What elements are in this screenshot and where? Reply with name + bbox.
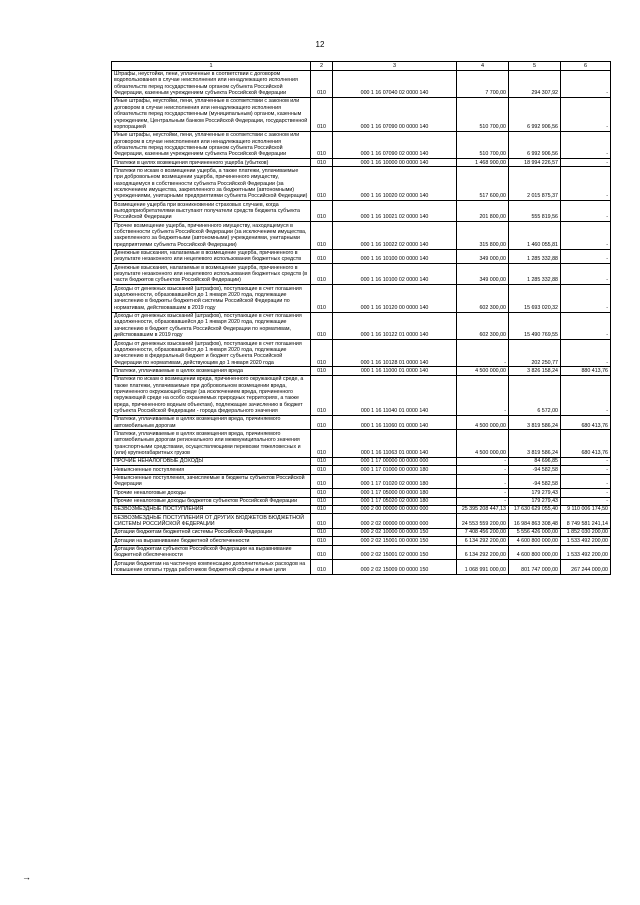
table-row — [112, 167, 611, 201]
row-budget-classification-code: 000 1 16 11060 01 0000 140 — [333, 415, 457, 430]
row-approved-amount: - — [457, 497, 509, 505]
table-row — [112, 285, 611, 312]
row-approved-amount: 6 134 292 200,00 — [457, 537, 509, 545]
table-row — [112, 312, 611, 339]
row-executed-amount: 3 826 158,24 — [509, 367, 561, 375]
row-name: Штрафы, неустойки, пени, уплаченные в соответствии с договором водопользования в случае неисполнения или ненадлежащего исполнения обязательств перед государственным органом субъекта Российской Федерации, казенным учреждением субъекта Российской Федерации — [112, 70, 311, 97]
row-unexecuted-amount: - — [561, 167, 611, 201]
row-code: 010 — [311, 159, 333, 167]
row-executed-amount: 1 285 332,88 — [509, 264, 561, 285]
row-code: 010 — [311, 70, 333, 97]
row-code: 010 — [311, 249, 333, 264]
row-budget-classification-code: 000 2 02 15001 00 0000 150 — [333, 537, 457, 545]
row-name: Иные штрафы, неустойки, пени, уплаченные в соответствии с законом или договором в случае неисполнения или ненадлежащего исполнения обязательств перед государственным органом субъекта Российской Федерации, казенным учреждением субъекта Российской Федерации — [112, 131, 311, 158]
row-approved-amount: - — [457, 375, 509, 415]
row-unexecuted-amount: - — [561, 70, 611, 97]
row-code: 010 — [311, 466, 333, 474]
row-budget-classification-code: 000 2 02 15009 00 0000 150 — [333, 560, 457, 575]
table-row — [112, 264, 611, 285]
row-code: 010 — [311, 131, 333, 158]
row-budget-classification-code: 000 1 17 05020 02 0000 180 — [333, 497, 457, 505]
table-row — [112, 489, 611, 497]
row-unexecuted-amount: - — [561, 201, 611, 222]
row-budget-classification-code: 000 1 17 01000 00 0000 180 — [333, 466, 457, 474]
row-approved-amount: 25 395 208 447,13 — [457, 505, 509, 513]
row-unexecuted-amount: 880 413,76 — [561, 367, 611, 375]
row-name: Дотации бюджетам субъектов Российской Федерации на выравнивание бюджетной обеспеченности — [112, 545, 311, 560]
table-row — [112, 415, 611, 430]
row-executed-amount: 179 279,43 — [509, 497, 561, 505]
row-approved-amount: 349 000,00 — [457, 249, 509, 264]
row-name: Платежи в целях возмещения причиненного ущерба (убытков) — [112, 159, 311, 167]
table-row — [112, 97, 611, 131]
row-approved-amount: - — [457, 489, 509, 497]
row-budget-classification-code: 000 1 16 07090 02 0000 140 — [333, 131, 457, 158]
row-executed-amount: 15 490 769,55 — [509, 312, 561, 339]
row-budget-classification-code: 000 1 17 00000 00 0000 000 — [333, 457, 457, 465]
row-budget-classification-code: 000 1 16 10020 02 0000 140 — [333, 167, 457, 201]
row-unexecuted-amount: 9 110 006 174,50 — [561, 505, 611, 513]
row-executed-amount: 202 250,77 — [509, 340, 561, 367]
table-row — [112, 375, 611, 415]
row-unexecuted-amount: - — [561, 375, 611, 415]
row-budget-classification-code: 000 1 16 07090 00 0000 140 — [333, 97, 457, 131]
row-executed-amount: 16 984 863 308,48 — [509, 514, 561, 529]
row-executed-amount: 1 460 055,81 — [509, 222, 561, 249]
row-unexecuted-amount: 680 413,76 — [561, 415, 611, 430]
table-row — [112, 514, 611, 529]
row-name: Денежные взыскания, налагаемые в возмещение ущерба, причиненного в результате незаконного или нецелевого использования бюджетных средств (в части бюджетов субъектов Российской Федерации) — [112, 264, 311, 285]
table-row — [112, 222, 611, 249]
row-name: Платежи по искам о возмещении ущерба, а также платежи, уплачиваемые при добровольном возмещении ущерба, причиненного имуществу, находящемуся в собственности субъекта Российской Федерации (за исключением имущества, закрепленного за бюджетными (автономными) учреждениями, унитарными предприятиями субъекта Российской Федерации) — [112, 167, 311, 201]
row-executed-amount: 84 696,85 — [509, 457, 561, 465]
row-approved-amount: 7 408 456 200,00 — [457, 528, 509, 536]
row-budget-classification-code: 000 1 17 05000 00 0000 180 — [333, 489, 457, 497]
row-code: 010 — [311, 505, 333, 513]
row-unexecuted-amount: - — [561, 497, 611, 505]
row-approved-amount: 1 468 900,00 — [457, 159, 509, 167]
row-name: БЕЗВОЗМЕЗДНЫЕ ПОСТУПЛЕНИЯ ОТ ДРУГИХ БЮДЖЕТОВ БЮДЖЕТНОЙ СИСТЕМЫ РОССИЙСКОЙ ФЕДЕРАЦИИ — [112, 514, 311, 529]
table-row — [112, 537, 611, 545]
table-row — [112, 159, 611, 167]
row-name: Иные штрафы, неустойки, пени, уплаченные в соответствии с законом или договором в случае неисполнения или ненадлежащего исполнения обязательств перед государственным (муниципальным) органом, казенным учреждением, Центральным банком Российской Федерации, государственной корпорацией — [112, 97, 311, 131]
row-unexecuted-amount: - — [561, 249, 611, 264]
row-budget-classification-code: 000 2 02 15001 02 0000 150 — [333, 545, 457, 560]
row-budget-classification-code: 000 1 16 10120 00 0000 140 — [333, 285, 457, 312]
row-executed-amount: 801 747 000,00 — [509, 560, 561, 575]
row-code: 010 — [311, 489, 333, 497]
row-name: Платежи по искам о возмещении вреда, причиненного окружающей среде, а также платежи, уплачиваемые при добровольном возмещении вреда, причиненного окружающей среде (за исключением вреда, причиненного окружающей среде на особо охраняемых природных территориях, а также вреда, причиненного водным объектам), подлежащие зачислению в бюджет субъекта Российской Федерации - города федерального значения — [112, 375, 311, 415]
row-executed-amount: 555 819,56 — [509, 201, 561, 222]
column-header: 6 — [561, 62, 611, 71]
column-header: 2 — [311, 62, 333, 71]
row-executed-amount: -94 582,58 — [509, 466, 561, 474]
row-name: Невыясненные поступления — [112, 466, 311, 474]
column-header: 3 — [333, 62, 457, 71]
row-approved-amount: 1 068 991 000,00 — [457, 560, 509, 575]
row-unexecuted-amount: 1 852 030 200,00 — [561, 528, 611, 536]
row-unexecuted-amount: - — [561, 340, 611, 367]
row-executed-amount: 4 600 800 000,00 — [509, 537, 561, 545]
row-executed-amount: 3 819 586,24 — [509, 430, 561, 457]
row-unexecuted-amount: - — [561, 312, 611, 339]
row-executed-amount: 6 992 906,56 — [509, 97, 561, 131]
row-budget-classification-code: 000 1 16 10122 01 0000 140 — [333, 312, 457, 339]
row-budget-classification-code: 000 1 16 10000 00 0000 140 — [333, 159, 457, 167]
table-row — [112, 466, 611, 474]
row-code: 010 — [311, 528, 333, 536]
column-number-row — [112, 62, 611, 71]
row-budget-classification-code: 000 2 00 00000 00 0000 000 — [333, 505, 457, 513]
table-row — [112, 367, 611, 375]
row-budget-classification-code: 000 2 02 00000 00 0000 000 — [333, 514, 457, 529]
row-code: 010 — [311, 375, 333, 415]
row-code: 010 — [311, 545, 333, 560]
row-name: Доходы от денежных взысканий (штрафов), поступающие в счет погашения задолженности, образовавшейся до 1 января 2020 года, подлежащие зачислению в бюджеты бюджетной системы Российской Федерации по нормативам, действовавшим в 2019 году — [112, 285, 311, 312]
row-code: 010 — [311, 222, 333, 249]
table-row — [112, 560, 611, 575]
row-executed-amount: 179 279,43 — [509, 489, 561, 497]
row-name: Платежи, уплачиваемые в целях возмещения вреда, причиняемого автомобильным дорогам регионального или межмуниципального значения транспортными средствами, осуществляющими перевозки тяжеловесных и (или) крупногабаритных грузов — [112, 430, 311, 457]
row-unexecuted-amount: - — [561, 159, 611, 167]
row-code: 010 — [311, 340, 333, 367]
table-row — [112, 457, 611, 465]
row-executed-amount: 18 994 226,57 — [509, 159, 561, 167]
row-unexecuted-amount: 680 413,76 — [561, 430, 611, 457]
row-unexecuted-amount: - — [561, 264, 611, 285]
page-corner-mark: → — [22, 872, 31, 882]
row-executed-amount: 6 572,00 — [509, 375, 561, 415]
row-budget-classification-code: 000 1 16 10022 02 0000 140 — [333, 222, 457, 249]
row-executed-amount: 4 600 800 000,00 — [509, 545, 561, 560]
row-code: 010 — [311, 312, 333, 339]
row-unexecuted-amount: - — [561, 466, 611, 474]
row-executed-amount: 294 307,92 — [509, 70, 561, 97]
row-executed-amount: 3 819 586,24 — [509, 415, 561, 430]
column-header: 4 — [457, 62, 509, 71]
row-code: 010 — [311, 430, 333, 457]
row-name: Денежные взыскания, налагаемые в возмещение ущерба, причиненного в результате незаконного или нецелевого использования бюджетных средств — [112, 249, 311, 264]
row-code: 010 — [311, 97, 333, 131]
row-name: Возмещение ущерба при возникновении страховых случаев, когда выгодоприобретателями выступают получатели средств бюджета субъекта Российской Федерации — [112, 201, 311, 222]
table-row — [112, 249, 611, 264]
table-row — [112, 528, 611, 536]
table-row — [112, 545, 611, 560]
row-unexecuted-amount: - — [561, 97, 611, 131]
row-code: 010 — [311, 167, 333, 201]
row-code: 010 — [311, 514, 333, 529]
row-code: 010 — [311, 285, 333, 312]
row-budget-classification-code: 000 2 02 10000 00 0000 150 — [333, 528, 457, 536]
row-name: Доходы от денежных взысканий (штрафов), поступающие в счет погашения задолженности, образовавшейся до 1 января 2020 года, подлежащие зачислению в бюджет субъекта Российской Федерации по нормативам, действовавшим в 2019 году — [112, 312, 311, 339]
row-name: Прочие неналоговые доходы — [112, 489, 311, 497]
row-executed-amount: 6 992 906,56 — [509, 131, 561, 158]
row-name: Прочие неналоговые доходы бюджетов субъектов Российской Федерации — [112, 497, 311, 505]
table-row — [112, 505, 611, 513]
row-approved-amount: - — [457, 474, 509, 489]
row-code: 010 — [311, 474, 333, 489]
row-executed-amount: 17 630 629 055,40 — [509, 505, 561, 513]
row-budget-classification-code: 000 1 16 10100 02 0000 140 — [333, 264, 457, 285]
row-unexecuted-amount: 1 533 492 200,00 — [561, 537, 611, 545]
row-approved-amount: 315 800,00 — [457, 222, 509, 249]
row-name: ПРОЧИЕ НЕНАЛОГОВЫЕ ДОХОДЫ — [112, 457, 311, 465]
row-unexecuted-amount: 1 533 492 200,00 — [561, 545, 611, 560]
row-approved-amount: - — [457, 340, 509, 367]
row-unexecuted-amount: - — [561, 457, 611, 465]
row-budget-classification-code: 000 1 16 10100 00 0000 140 — [333, 249, 457, 264]
row-name: Дотации на выравнивание бюджетной обеспеченности — [112, 537, 311, 545]
row-executed-amount: -94 582,58 — [509, 474, 561, 489]
row-code: 010 — [311, 201, 333, 222]
row-approved-amount: 602 300,00 — [457, 285, 509, 312]
row-name: Платежи, уплачиваемые в целях возмещения вреда — [112, 367, 311, 375]
row-approved-amount: 6 134 292 200,00 — [457, 545, 509, 560]
page-number: 12 — [315, 40, 325, 49]
row-code: 010 — [311, 367, 333, 375]
row-executed-amount: 2 015 875,37 — [509, 167, 561, 201]
row-unexecuted-amount: - — [561, 131, 611, 158]
row-approved-amount: - — [457, 457, 509, 465]
row-unexecuted-amount: - — [561, 285, 611, 312]
table-row — [112, 430, 611, 457]
row-approved-amount: 24 553 559 200,00 — [457, 514, 509, 529]
row-approved-amount: 510 700,00 — [457, 131, 509, 158]
row-budget-classification-code: 000 1 16 07040 02 0000 140 — [333, 70, 457, 97]
row-executed-amount: 1 285 332,88 — [509, 249, 561, 264]
row-budget-classification-code: 000 1 16 11063 01 0000 140 — [333, 430, 457, 457]
row-name: Дотации бюджетам на частичную компенсацию дополнительных расходов на повышение оплаты труда работников бюджетной сферы и иные цели — [112, 560, 311, 575]
budget-income-table — [111, 61, 611, 575]
row-approved-amount: 4 500 000,00 — [457, 415, 509, 430]
row-unexecuted-amount: - — [561, 222, 611, 249]
table-row — [112, 201, 611, 222]
row-approved-amount: 7 700,00 — [457, 70, 509, 97]
row-code: 010 — [311, 415, 333, 430]
row-name: Доходы от денежных взысканий (штрафов), поступающие в счет погашения задолженности, образовавшейся до 1 января 2020 года, подлежащие зачислению в федеральный бюджет и бюджет субъекта Российской Федерации по нормативам, действующим до 1 января 2020 года — [112, 340, 311, 367]
column-header: 1 — [112, 62, 311, 71]
row-code: 010 — [311, 497, 333, 505]
row-name: Платежи, уплачиваемые в целях возмещения вреда, причиняемого автомобильным дорогам — [112, 415, 311, 430]
row-unexecuted-amount: - — [561, 474, 611, 489]
row-approved-amount: 4 500 000,00 — [457, 367, 509, 375]
row-name: Невыясненные поступления, зачисляемые в бюджеты субъектов Российской Федерации — [112, 474, 311, 489]
row-code: 010 — [311, 264, 333, 285]
row-approved-amount: 602 300,00 — [457, 312, 509, 339]
table-row — [112, 70, 611, 97]
row-approved-amount: 349 000,00 — [457, 264, 509, 285]
row-budget-classification-code: 000 1 16 10021 02 0000 140 — [333, 201, 457, 222]
row-name: БЕЗВОЗМЕЗДНЫЕ ПОСТУПЛЕНИЯ — [112, 505, 311, 513]
table-row — [112, 131, 611, 158]
row-unexecuted-amount: 267 244 000,00 — [561, 560, 611, 575]
row-name: Дотации бюджетам бюджетной системы Российской Федерации — [112, 528, 311, 536]
column-header: 5 — [509, 62, 561, 71]
row-approved-amount: 517 600,00 — [457, 167, 509, 201]
row-approved-amount: 510 700,00 — [457, 97, 509, 131]
row-executed-amount: 15 693 020,32 — [509, 285, 561, 312]
row-budget-classification-code: 000 1 17 01020 02 0000 180 — [333, 474, 457, 489]
row-budget-classification-code: 000 1 16 10128 01 0000 140 — [333, 340, 457, 367]
row-name: Прочее возмещение ущерба, причиненного имуществу, находящемуся в собственности субъекта Российской Федерации (за исключением имущества, закрепленного за бюджетными (автономными) учреждениями, унитарными предприятиями субъекта Российской Федерации) — [112, 222, 311, 249]
row-code: 010 — [311, 457, 333, 465]
row-unexecuted-amount: 8 749 581 241,14 — [561, 514, 611, 529]
table-row — [112, 497, 611, 505]
row-approved-amount: 201 800,00 — [457, 201, 509, 222]
row-code: 010 — [311, 537, 333, 545]
row-unexecuted-amount: - — [561, 489, 611, 497]
row-approved-amount: - — [457, 466, 509, 474]
row-approved-amount: 4 500 000,00 — [457, 430, 509, 457]
table-row — [112, 474, 611, 489]
row-code: 010 — [311, 560, 333, 575]
table-row — [112, 340, 611, 367]
row-executed-amount: 5 556 426 000,00 — [509, 528, 561, 536]
row-budget-classification-code: 000 1 16 11040 01 0000 140 — [333, 375, 457, 415]
row-budget-classification-code: 000 1 16 11000 01 0000 140 — [333, 367, 457, 375]
